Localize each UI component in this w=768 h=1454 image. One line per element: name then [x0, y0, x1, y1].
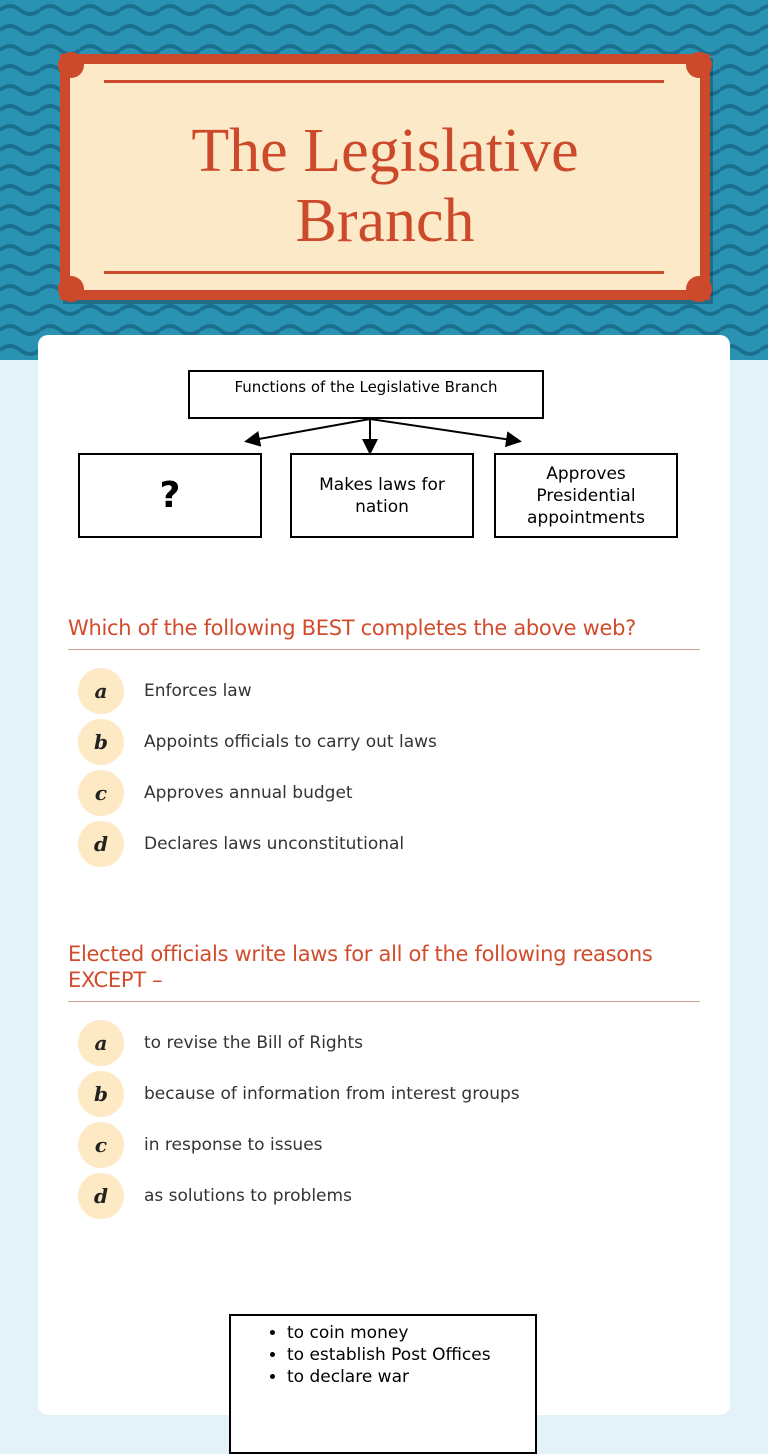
option-letter-badge[interactable]: d: [78, 821, 124, 867]
title-rule-bottom: [104, 271, 664, 274]
answer-option-c[interactable]: [68, 1119, 700, 1170]
option-letter-badge[interactable]: a: [78, 668, 124, 714]
diagram-box-unknown: ?: [78, 453, 262, 538]
functions-diagram: [38, 335, 730, 565]
option-text[interactable]: as solutions to problems: [144, 1185, 352, 1206]
title-line-1: The Legislative: [191, 117, 579, 185]
answer-option-d[interactable]: [68, 1170, 700, 1221]
option-letter-badge[interactable]: b: [78, 719, 124, 765]
powers-list: [231, 1322, 535, 1388]
question-text: Which of the following BEST completes the above web?: [68, 615, 700, 650]
corner-decoration: [686, 276, 712, 302]
option-letter-badge[interactable]: d: [78, 1173, 124, 1219]
title-rule-top: [104, 80, 664, 83]
option-text[interactable]: Declares laws unconstitutional: [144, 833, 405, 854]
answer-option-b[interactable]: [68, 716, 700, 767]
answer-options: [68, 1017, 700, 1221]
answer-options: [68, 665, 700, 869]
answer-option-d[interactable]: [68, 818, 700, 869]
option-text[interactable]: Appoints officials to carry out laws: [144, 731, 437, 752]
arrow-right: [370, 419, 518, 441]
option-text[interactable]: Enforces law: [144, 680, 252, 701]
answer-option-a[interactable]: [68, 665, 700, 716]
answer-option-a[interactable]: [68, 1017, 700, 1068]
arrow-left: [248, 419, 370, 441]
answer-option-b[interactable]: [68, 1068, 700, 1119]
diagram-box-makes-laws: Makes laws for nation: [290, 453, 474, 538]
question-2: [68, 941, 700, 1221]
question-text: Elected officials write laws for all of the following reasons EXCEPT –: [68, 941, 700, 1002]
option-text[interactable]: in response to issues: [144, 1134, 323, 1155]
answer-option-c[interactable]: [68, 767, 700, 818]
powers-list-box: [229, 1314, 537, 1454]
diagram-top-box: Functions of the Legislative Branch: [188, 370, 544, 419]
question-1: [68, 615, 700, 869]
page-title: [70, 116, 700, 256]
corner-decoration: [58, 276, 84, 302]
list-item: • to coin money: [287, 1322, 535, 1344]
option-text[interactable]: because of information from interest groups: [144, 1083, 520, 1104]
option-letter-badge[interactable]: c: [78, 770, 124, 816]
option-letter-badge[interactable]: c: [78, 1122, 124, 1168]
list-item: • to establish Post Offices: [287, 1344, 535, 1366]
option-letter-badge[interactable]: a: [78, 1020, 124, 1066]
worksheet-card: [38, 335, 730, 1415]
list-item: • to declare war: [287, 1366, 535, 1388]
option-letter-badge[interactable]: b: [78, 1071, 124, 1117]
diagram-box-appointments: Approves Presidential appointments: [494, 453, 678, 538]
title-card: [60, 54, 710, 300]
corner-decoration: [58, 52, 84, 78]
option-text[interactable]: to revise the Bill of Rights: [144, 1032, 363, 1053]
corner-decoration: [686, 52, 712, 78]
title-line-2: Branch: [295, 187, 475, 255]
option-text[interactable]: Approves annual budget: [144, 782, 353, 803]
